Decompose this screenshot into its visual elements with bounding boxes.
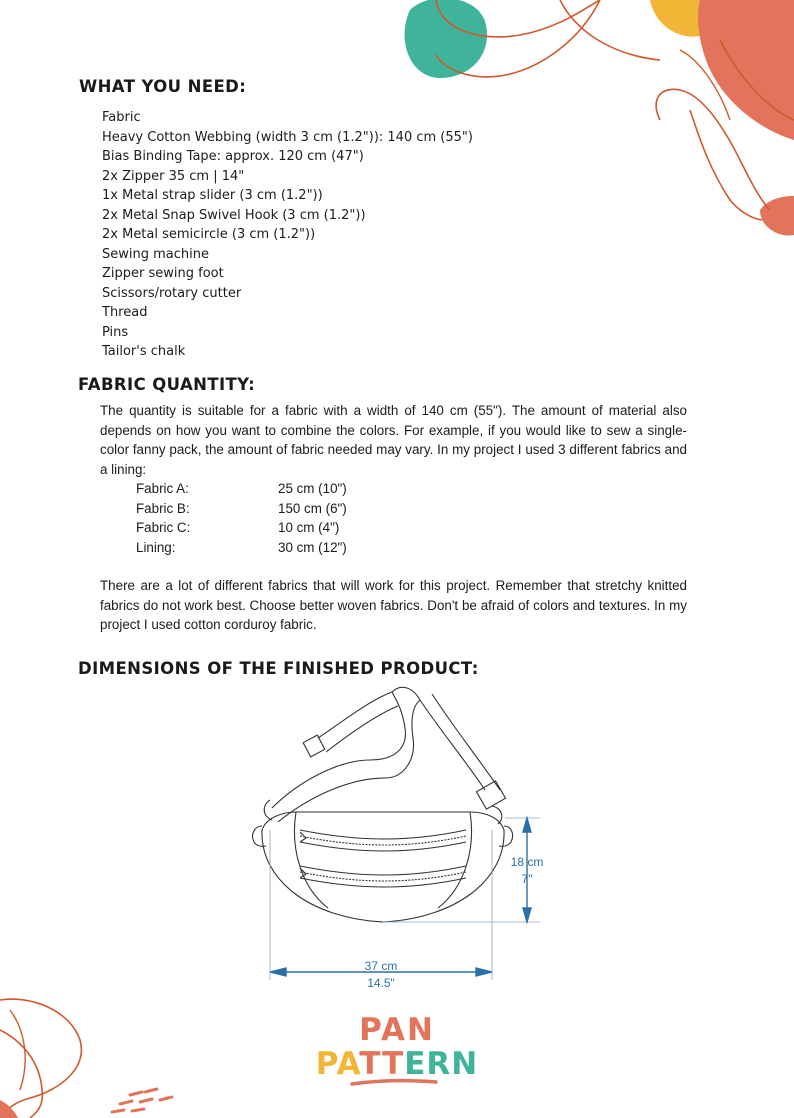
list-item: Sewing machine [102,246,209,262]
fabric-quantity-heading: FABRIC QUANTITY: [78,375,256,394]
dimension-guides [270,818,540,980]
list-item: Tailor's chalk [102,344,186,359]
what-you-need-heading: WHAT YOU NEED: [79,77,247,96]
height-in-label: 7" [521,872,533,886]
row-value: 10 cm (4") [278,520,340,536]
list-item: Heavy Cotton Webbing (width 3 cm (1.2")): 140 cm (55") [102,129,473,145]
row-label: Lining: [136,539,176,555]
list-item: Thread [102,305,148,320]
table-row [136,518,347,538]
materials-list [102,108,473,362]
list-item: Fabric [102,110,141,125]
fabric-quantity-intro: The quantity is suitable for a fabric with a width of 140 cm (55"). The amount of material also depends on how you want to combine the colors. For example, if you would like to sew a single-color fanny pack, the amount of fabric needed may vary. In my project I used 3 different fabrics and a lining: [100,403,687,477]
row-value: 150 cm (6") [278,500,347,516]
fabric-note: There are a lot of different fabrics that will work for this project. Remember that stretchy knitted fabrics do not work best. Choose better woven fabrics. Don't be afraid of colors and textures. In my project I used cotton corduroy fabric. [100,578,687,632]
list-item: Bias Binding Tape: approx. 120 cm (47") [102,149,364,164]
list-item: Pins [102,324,129,340]
row-label: Fabric A: [136,481,189,496]
dimensions-heading: DIMENSIONS OF THE FINISHED PRODUCT: [78,659,479,678]
list-item: 2x Metal semicircle (3 cm (1.2")) [102,227,316,242]
table-row [136,499,347,519]
table-row [136,479,347,499]
height-cm-label: 18 cm [510,855,544,869]
logo-text-pan: PAN [359,1012,435,1048]
list-item: 1x Metal strap slider (3 cm (1.2")) [102,188,323,203]
logo-word-pan [359,1012,435,1048]
table-row [136,538,347,558]
list-item: 2x Zipper 35 cm | 14" [102,168,245,184]
bottom-left-leaf-decoration [0,999,172,1118]
logo-text-pattern: PATTERN [315,1046,479,1082]
row-value: 25 cm (10") [278,481,347,496]
row-label: Fabric C: [136,520,191,536]
row-value: 30 cm (12") [278,539,347,555]
logo-underline [352,1081,436,1084]
logo-word-pattern [316,1046,478,1082]
list-item: 2x Metal Snap Swivel Hook (3 cm (1.2")) [102,207,366,223]
list-item: Scissors/rotary cutter [102,285,242,301]
width-cm-label: 37 cm [364,959,398,973]
dimension-arrows [270,818,531,976]
row-label: Fabric B: [136,500,190,516]
list-item: Zipper sewing foot [102,266,224,281]
fanny-pack-drawing [253,687,513,922]
width-in-label: 14.5" [367,976,395,990]
fabric-quantity-table [136,479,347,557]
